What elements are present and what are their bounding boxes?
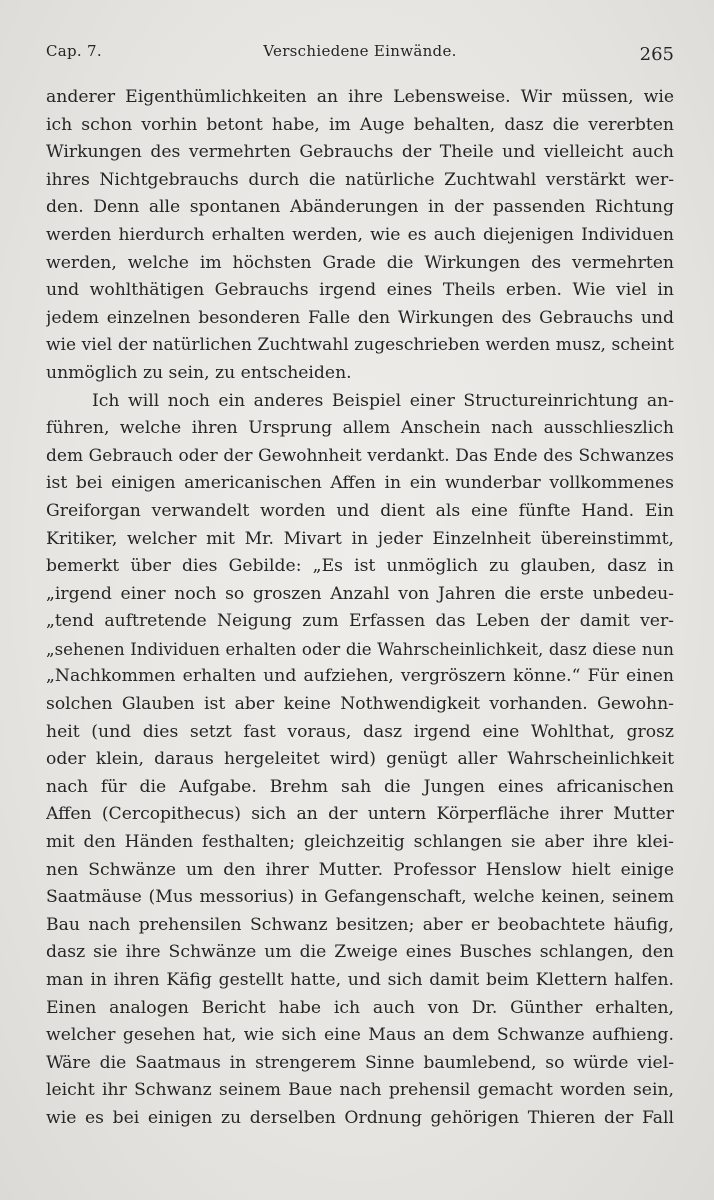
text-line: Affen (Cercopithecus) sich an der untern Körperfläche ihrer Mutter	[46, 804, 674, 825]
text-line: bemerkt über dies Gebilde: „Es ist unmöglich zu glauben, dasz in	[46, 556, 674, 577]
text-line: ich schon vorhin betont habe, im Auge behalten, dasz die vererbten	[46, 114, 674, 135]
text-line: leicht ihr Schwanz seinem Baue nach prehensil gemacht worden sein,	[46, 1080, 674, 1101]
section-title: Verschiedene Einwände.	[263, 42, 457, 60]
text-line: wie viel der natürlichen Zuchtwahl zugeschrieben werden musz, scheint	[46, 335, 674, 356]
text-line: anderer Eigenthümlichkeiten an ihre Lebensweise. Wir müssen, wie	[46, 87, 674, 107]
text-line: Einen analogen Bericht habe ich auch von Dr. Günther erhalten,	[46, 997, 674, 1018]
text-line: „irgend einer noch so groszen Anzahl von Jahren die erste unbedeu-	[46, 583, 674, 604]
text-line: man in ihren Käfig gestellt hatte, und sich damit beim Klettern halfen.	[46, 970, 674, 990]
text-line: den. Denn alle spontanen Abänderungen in der passenden Richtung	[46, 197, 674, 218]
text-line: mit den Händen festhalten; gleichzeitig schlangen sie aber ihre klei-	[46, 832, 674, 853]
text-line: „tend auftretende Neigung zum Erfassen das Leben der damit ver-	[46, 611, 674, 632]
text-line: werden, welche im höchsten Grade die Wirkungen des vermehrten	[46, 252, 674, 273]
text-line: „Nachkommen erhalten und aufziehen, vergröszern könne.“ Für einen	[46, 666, 674, 687]
text-line: nen Schwänze um den ihrer Mutter. Professor Henslow hielt einige	[46, 859, 674, 880]
text-line: „sehenen Individuen erhalten oder die Wahrscheinlichkeit, dasz diese nun	[46, 639, 674, 659]
chapter-label: Cap. 7.	[46, 42, 102, 60]
text-line: dasz sie ihre Schwänze um die Zweige eines Busches schlangen, den	[46, 942, 674, 963]
text-line: oder klein, daraus hergeleitet wird) genügt aller Wahrscheinlichkeit	[46, 749, 674, 770]
text-line: führen, welche ihren Ursprung allem Anschein nach ausschlieszlich	[46, 418, 674, 439]
running-header	[46, 42, 674, 70]
text-line: solchen Glauben ist aber keine Nothwendigkeit vorhanden. Gewohn-	[46, 694, 674, 715]
text-line: wie es bei einigen zu derselben Ordnung gehörigen Thieren der Fall	[46, 1107, 674, 1128]
text-line: Kritiker, welcher mit Mr. Mivart in jeder Einzelnheit übereinstimmt,	[46, 528, 674, 549]
text-line: heit (und dies setzt fast voraus, dasz irgend eine Wohlthat, grosz	[46, 721, 674, 742]
text-line: ihres Nichtgebrauchs durch die natürliche Zuchtwahl verstärkt wer-	[46, 169, 674, 190]
text-line: und wohlthätigen Gebrauchs irgend eines Theils erben. Wie viel in	[46, 280, 674, 301]
text-line: Saatmäuse (Mus messorius) in Gefangenschaft, welche keinen, seinem	[46, 887, 674, 908]
paragraph-start-line: Ich will noch ein anderes Beispiel einer Structureinrichtung an-	[92, 390, 674, 411]
paragraph-end-line: unmöglich zu sein, zu entscheiden.	[46, 362, 352, 383]
text-line: Wirkungen des vermehrten Gebrauchs der Theile und vielleicht auch	[46, 142, 674, 163]
text-line: welcher gesehen hat, wie sich eine Maus an dem Schwanze aufhieng.	[46, 1025, 674, 1046]
text-line: dem Gebrauch oder der Gewohnheit verdankt. Das Ende des Schwanzes	[46, 445, 674, 466]
text-line: werden hierdurch erhalten werden, wie es auch diejenigen Individuen	[46, 224, 674, 245]
text-line: Bau nach prehensilen Schwanz besitzen; aber er beobachtete häufig,	[46, 914, 674, 935]
body-text	[46, 84, 674, 1133]
text-line: ist bei einigen americanischen Affen in ein wunderbar vollkommenes	[46, 473, 674, 494]
text-line: jedem einzelnen besonderen Falle den Wirkungen des Gebrauchs und	[46, 307, 674, 328]
text-line: nach für die Aufgabe. Brehm sah die Jungen eines africanischen	[46, 776, 674, 797]
page-number: 265	[639, 44, 674, 65]
text-line: Wäre die Saatmaus in strengerem Sinne baumlebend, so würde viel-	[46, 1052, 674, 1073]
text-line: Greiforgan verwandelt worden und dient als eine fünfte Hand. Ein	[46, 500, 674, 521]
